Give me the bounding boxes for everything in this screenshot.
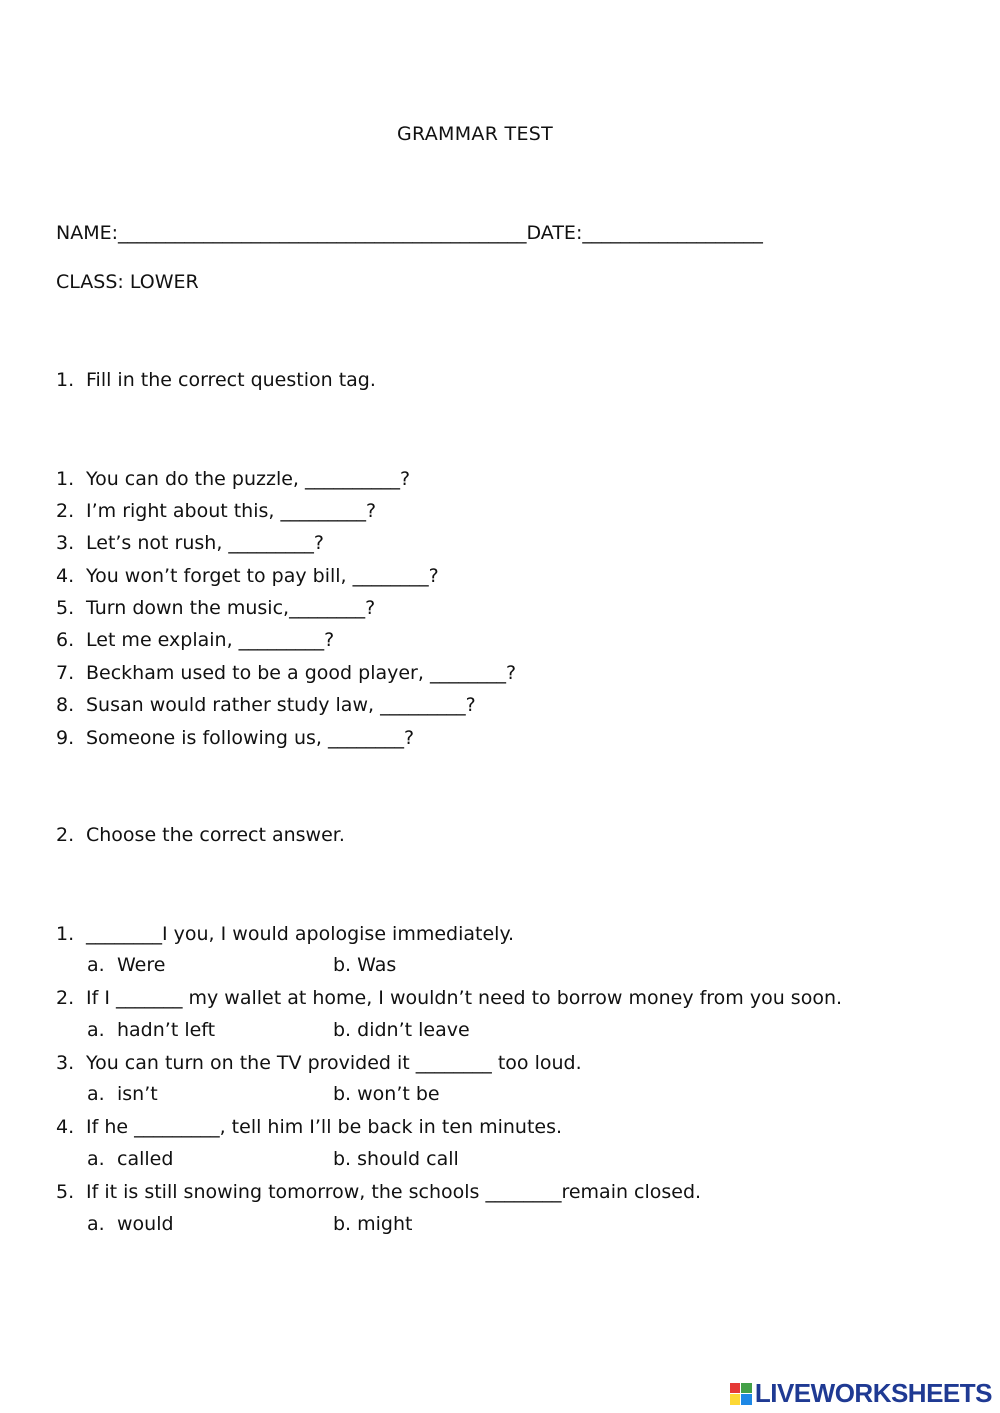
option-b[interactable]: b. didn’t leave (333, 1019, 470, 1041)
class-line: CLASS: LOWER (56, 271, 199, 293)
item-text: Let’s not rush, _________? (86, 532, 324, 554)
answer-options (0, 1083, 1000, 1109)
liveworksheets-logo (730, 1378, 992, 1409)
item-number: 2. (56, 500, 75, 522)
section2-question (56, 1181, 701, 1203)
liveworksheets-logo-icon (730, 1383, 752, 1405)
section1-item (56, 629, 334, 651)
answer-options (0, 1019, 1000, 1045)
item-number: 9. (56, 727, 75, 749)
section1-heading (56, 369, 376, 391)
section2-instruction: Choose the correct answer. (86, 824, 345, 846)
section2-question (56, 1052, 582, 1074)
section2-number: 2. (56, 824, 75, 846)
section1-item (56, 500, 376, 522)
question-text: If he _________, tell him I’ll be back in ten minutes. (86, 1116, 563, 1138)
item-text: I’m right about this, _________? (86, 500, 377, 522)
option-b[interactable]: b. won’t be (333, 1083, 440, 1105)
item-text: Turn down the music,________? (86, 597, 376, 619)
question-text: If it is still snowing tomorrow, the schools ________remain closed. (86, 1181, 702, 1203)
section2-heading (56, 824, 345, 846)
section2-question (56, 987, 842, 1009)
question-number: 2. (56, 987, 75, 1009)
section2-question (56, 923, 514, 945)
question-text: You can turn on the TV provided it ________ too loud. (86, 1052, 582, 1074)
item-number: 5. (56, 597, 75, 619)
question-text: If I _______ my wallet at home, I wouldn’t need to borrow money from you soon. (86, 987, 843, 1009)
section2-question (56, 1116, 562, 1138)
question-number: 4. (56, 1116, 75, 1138)
answer-options (0, 1148, 1000, 1174)
page-title: GRAMMAR TEST (396, 123, 554, 145)
section1-item (56, 597, 375, 619)
option-a[interactable]: a. Were (87, 954, 166, 976)
item-number: 8. (56, 694, 75, 716)
question-number: 5. (56, 1181, 75, 1203)
section1-number: 1. (56, 369, 75, 391)
answer-options (0, 954, 1000, 980)
option-b[interactable]: b. Was (333, 954, 397, 976)
item-text: You won’t forget to pay bill, ________? (86, 565, 439, 587)
question-number: 1. (56, 923, 75, 945)
question-text: ________I you, I would apologise immediately. (86, 923, 515, 945)
item-number: 7. (56, 662, 75, 684)
option-a[interactable]: a. isn’t (87, 1083, 158, 1105)
section1-item (56, 468, 410, 490)
option-a[interactable]: a. hadn’t left (87, 1019, 216, 1041)
item-text: You can do the puzzle, __________? (86, 468, 411, 490)
item-text: Someone is following us, ________? (86, 727, 415, 749)
item-number: 6. (56, 629, 75, 651)
section1-item (56, 565, 439, 587)
item-text: Beckham used to be a good player, ________? (86, 662, 517, 684)
option-a[interactable]: a. called (87, 1148, 174, 1170)
item-number: 3. (56, 532, 75, 554)
name-date-line: NAME:___________________________________________DATE:___________________ (56, 222, 763, 244)
section1-item (56, 727, 414, 749)
logo-text: LIVEWORKSHEETS (754, 1378, 992, 1408)
section1-item (56, 532, 324, 554)
item-number: 1. (56, 468, 75, 490)
section1-item (56, 694, 476, 716)
option-a[interactable]: a. would (87, 1213, 174, 1235)
section1-instruction: Fill in the correct question tag. (86, 369, 376, 391)
answer-options (0, 1213, 1000, 1239)
section1-item (56, 662, 516, 684)
item-text: Susan would rather study law, _________? (86, 694, 476, 716)
item-number: 4. (56, 565, 75, 587)
item-text: Let me explain, _________? (86, 629, 335, 651)
option-b[interactable]: b. should call (333, 1148, 459, 1170)
question-number: 3. (56, 1052, 75, 1074)
option-b[interactable]: b. might (333, 1213, 413, 1235)
